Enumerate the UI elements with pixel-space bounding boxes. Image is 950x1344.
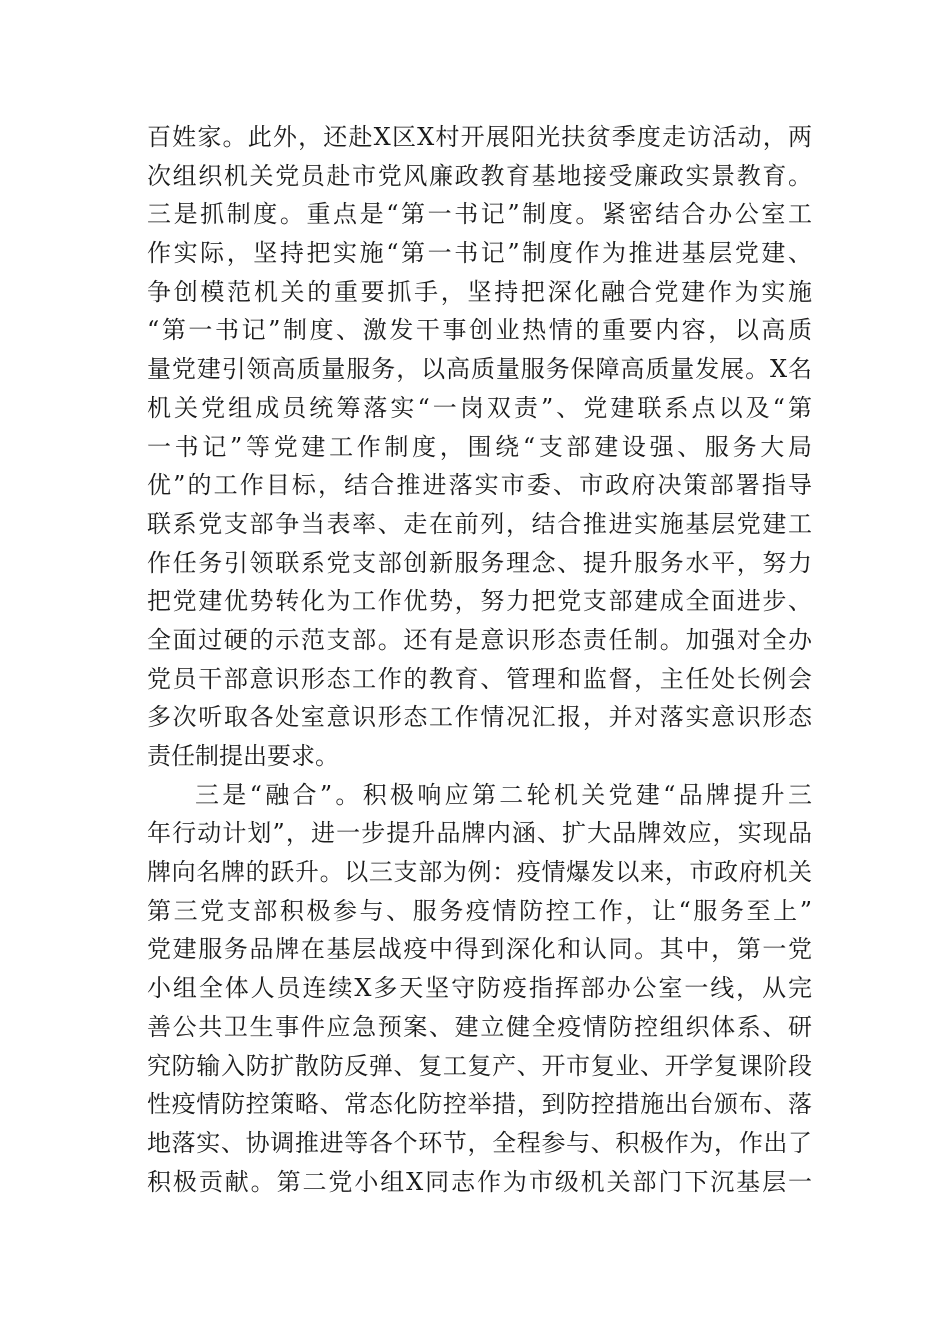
text-line: 究防输入防扩散防反弹、复工复产、开市复业、开学复课阶段 <box>147 1051 812 1080</box>
text-line: 百姓家。此外，还赴X区X村开展阳光扶贫季度走访活动，两 <box>147 123 812 151</box>
body-text <box>147 118 812 1201</box>
text-line: 牌向名牌的跃升。以三支部为例：疫情爆发以来，市政府机关 <box>147 858 812 887</box>
text-line: 小组全体人员连续X多天坚守防疫指挥部办公室一线，从完 <box>147 974 812 1003</box>
text-line: 地落实、协调推进等各个环节，全程参与、积极作为，作出了 <box>147 1128 812 1157</box>
text-line: 全面过硬的示范支部。还有是意识形态责任制。加强对全办 <box>147 625 812 654</box>
text-line: 作实际，坚持把实施“第一书记”制度作为推进基层党建、 <box>147 239 812 268</box>
text-line: 三是抓制度。重点是“第一书记”制度。紧密结合办公室工 <box>147 200 812 229</box>
text-line: 联系党支部争当表率、走在前列，结合推进实施基层党建工 <box>147 509 812 538</box>
text-line: 多次听取各处室意识形态工作情况汇报，并对落实意识形态 <box>147 703 812 732</box>
text-line: 年行动计划”，进一步提升品牌内涵、扩大品牌效应，实现品 <box>147 819 812 848</box>
text-line: 责任制提出要求。 <box>147 742 339 770</box>
text-line: 第三党支部积极参与、服务疫情防控工作，让“服务至上” <box>147 896 812 925</box>
text-line: “第一书记”制度、激发干事创业热情的重要内容，以高质 <box>147 316 812 345</box>
text-line: 把党建优势转化为工作优势，努力把党支部建成全面进步、 <box>147 587 812 616</box>
text-line: 机关党组成员统筹落实“一岗双责”、党建联系点以及“第 <box>147 393 812 422</box>
text-line: 党员干部意识形态工作的教育、管理和监督，主任处长例会 <box>147 664 812 693</box>
text-line: 一书记”等党建工作制度，围绕“支部建设强、服务大局 <box>147 432 812 461</box>
text-line: 积极贡献。第二党小组X同志作为市级机关部门下沉基层一 <box>147 1167 812 1196</box>
paragraph-first-line: 三是“融合”。积极响应第二轮机关党建“品牌提升三 <box>195 780 812 809</box>
text-line: 次组织机关党员赴市党风廉政教育基地接受廉政实景教育。 <box>147 161 812 190</box>
text-line: 善公共卫生事件应急预案、建立健全疫情防控组织体系、研 <box>147 1012 812 1041</box>
text-line: 争创模范机关的重要抓手，坚持把深化融合党建作为实施 <box>147 277 812 306</box>
text-line: 作任务引领联系党支部创新服务理念、提升服务水平，努力 <box>147 548 812 577</box>
text-line: 优”的工作目标，结合推进落实市委、市政府决策部署指导 <box>147 471 812 500</box>
text-line: 量党建引领高质量服务，以高质量服务保障高质量发展。X名 <box>147 355 812 384</box>
text-line: 党建服务品牌在基层战疫中得到深化和认同。其中，第一党 <box>147 935 812 964</box>
text-line: 性疫情防控策略、常态化防控举措，到防控措施出台颁布、落 <box>147 1090 812 1119</box>
